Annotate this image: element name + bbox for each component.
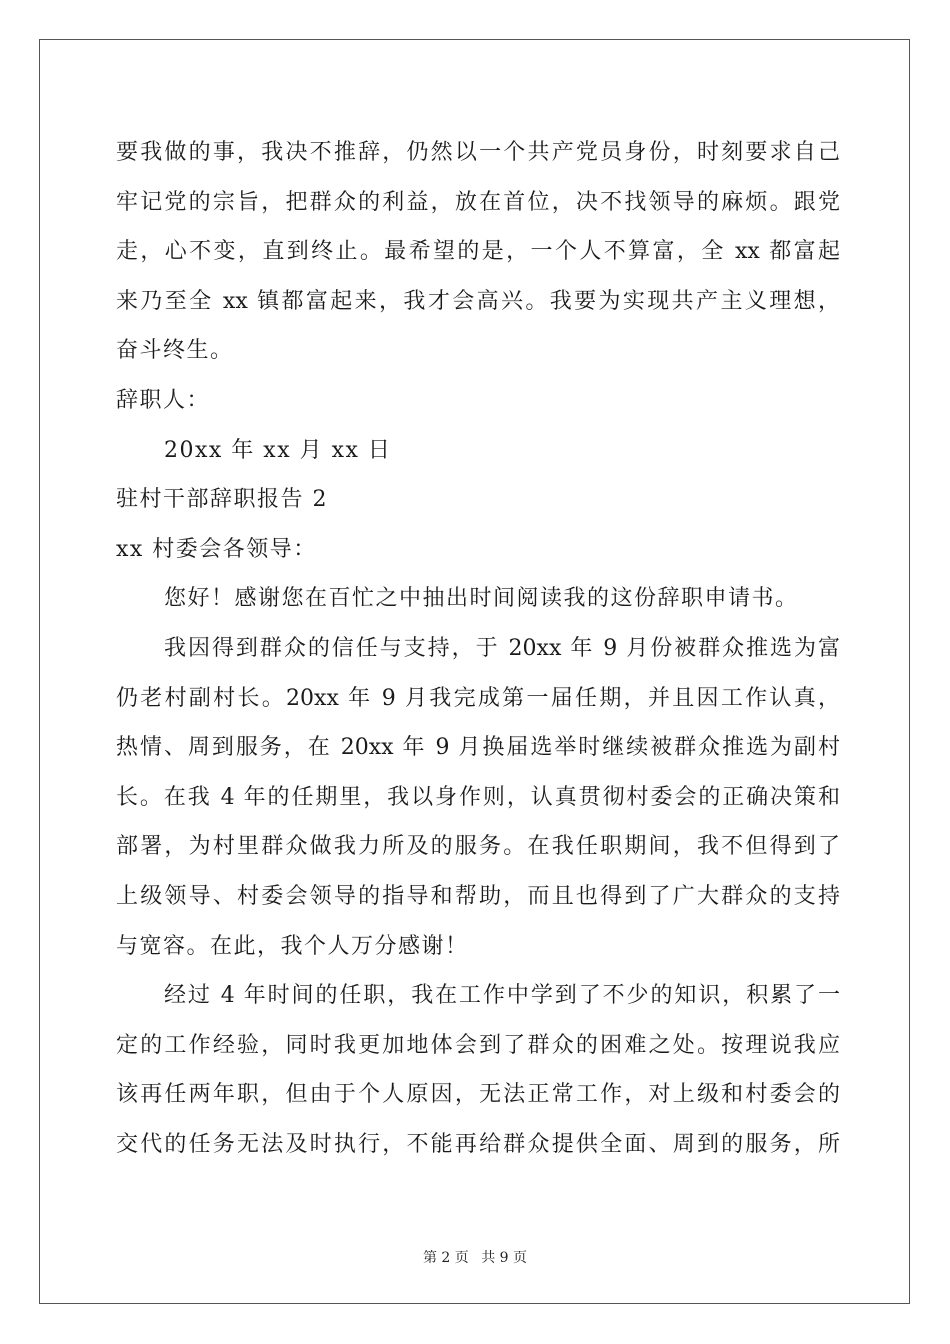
text-line: 长。在我 4 年的任期里，我以身作则，认真贯彻村委会的正确决策和 xyxy=(116,784,840,810)
text-line: 您好！感谢您在百忙之中抽出时间阅读我的这份辞职申请书。 xyxy=(164,586,799,612)
salutation: xx 村委会各领导： xyxy=(116,536,317,562)
text-line: 部署，为村里群众做我力所及的服务。在我任职期间，我不但得到了 xyxy=(116,834,840,860)
text-line: 热情、周到服务，在 20xx 年 9 月换届选举时继续被群众推选为副村 xyxy=(116,735,840,761)
page-total: 共 9 页 xyxy=(481,1250,528,1266)
text-line: 我因得到群众的信任与支持，于 20xx 年 9 月份被群众推选为富 xyxy=(164,635,840,661)
date-line: 20xx 年 xx 月 xx 日 xyxy=(164,437,392,463)
text-line: 与宽容。在此，我个人万分感谢！ xyxy=(116,933,469,959)
text-line: 该再任两年职，但由于个人原因，无法正常工作，对上级和村委会的 xyxy=(116,1082,840,1108)
text-line: 要我做的事，我决不推辞，仍然以一个共产党员身份，时刻要求自己 xyxy=(116,140,840,165)
document-body xyxy=(116,128,840,1169)
text-line: 走，心不变，直到终止。最希望的是，一个人不算富，全 xx 都富起 xyxy=(116,239,840,265)
text-line: 来乃至全 xx 镇都富起来，我才会高兴。我要为实现共产主义理想， xyxy=(116,288,840,314)
text-line: 上级领导、村委会领导的指导和帮助，而且也得到了广大群众的支持 xyxy=(116,883,840,909)
signature-label: 辞职人： xyxy=(116,387,211,413)
text-line: 仍老村副村长。20xx 年 9 月我完成第一届任期，并且因工作认真， xyxy=(116,685,840,711)
page-number: 第 2 页 xyxy=(422,1250,469,1266)
text-line: 奋斗终生。 xyxy=(116,338,234,364)
text-line: 经过 4 年时间的任职，我在工作中学到了不少的知识，积累了一 xyxy=(164,983,840,1009)
page-footer xyxy=(0,1247,950,1267)
text-line: 交代的任务无法及时执行，不能再给群众提供全面、周到的服务，所 xyxy=(116,1131,840,1157)
section-title: 驻村干部辞职报告 2 xyxy=(116,487,328,513)
text-line: 牢记党的宗旨，把群众的利益，放在首位，决不找领导的麻烦。跟党 xyxy=(116,189,840,215)
text-line: 定的工作经验，同时我更加地体会到了群众的困难之处。按理说我应 xyxy=(116,1032,840,1058)
